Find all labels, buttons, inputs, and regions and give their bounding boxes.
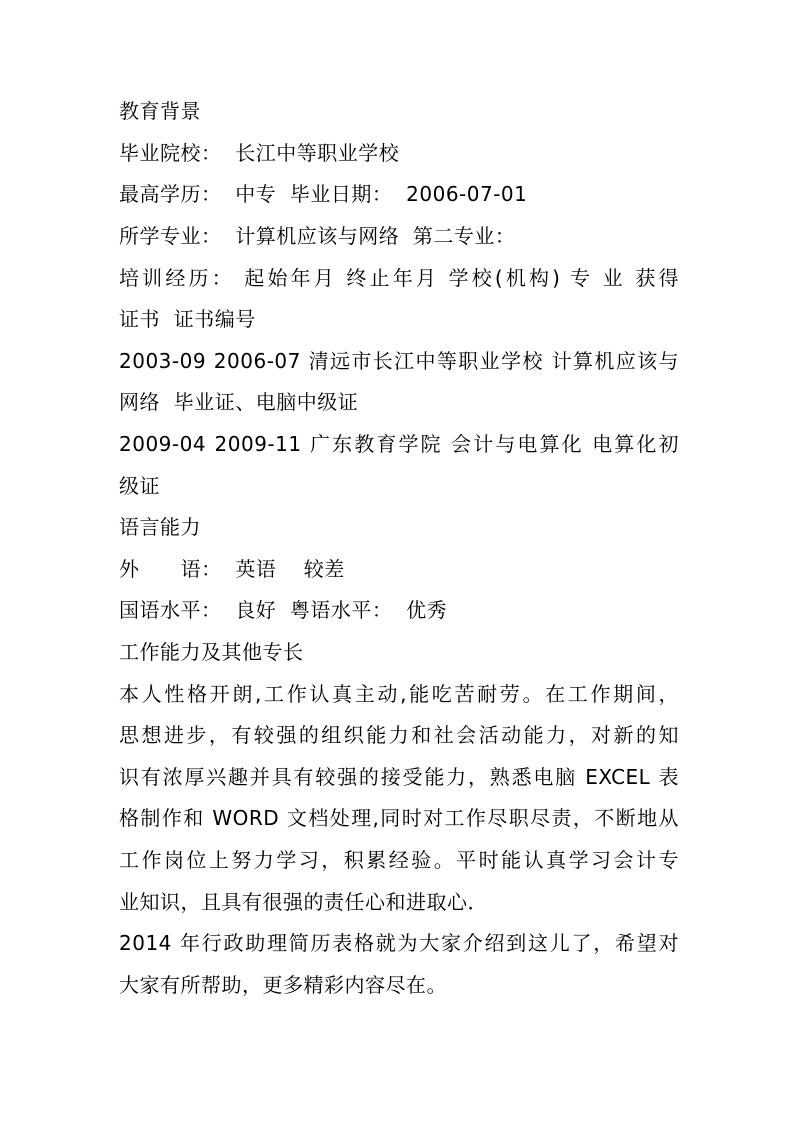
skills-paragraph-line-2: 思想进步，有较强的组织能力和社会活动能力，对新的知 [119, 723, 679, 747]
skills-paragraph-line-5: 工作岗位上努力学习，积累经验。平时能认真学习会计专 [119, 848, 679, 872]
section-heading-education: 教育背景 [119, 99, 201, 123]
training-record-2-cont: 级证 [119, 474, 160, 498]
skills-paragraph-line-4: 格制作和 WORD 文档处理,同时对工作尽职尽责，不断地从 [119, 806, 679, 830]
training-record-2: 2009-04 2009-11 广东教育学院 会计与电算化 电算化初 [119, 432, 679, 456]
training-header-line: 培训经历： 起始年月 终止年月 学校(机构) 专 业 获得 [119, 266, 679, 290]
training-header-line-cont: 证书 证书编号 [119, 307, 256, 331]
training-record-1: 2003-09 2006-07 清远市长江中等职业学校 计算机应该与 [119, 349, 679, 373]
foreign-language-line: 外 语： 英语 较差 [119, 557, 345, 581]
skills-paragraph-line-6: 业知识，且具有很强的责任心和进取心． [119, 890, 488, 914]
section-heading-skills: 工作能力及其他专长 [119, 640, 304, 664]
skills-paragraph-line-3: 识有浓厚兴趣并具有较强的接受能力，熟悉电脑 EXCEL 表 [119, 765, 679, 789]
mandarin-cantonese-line: 国语水平： 良好 粤语水平： 优秀 [119, 598, 448, 622]
major-line: 所学专业： 计算机应该与网络 第二专业： [119, 224, 516, 248]
skills-paragraph-line-1: 本人性格开朗,工作认真主动,能吃苦耐劳。在工作期间， [119, 682, 679, 706]
training-record-1-cont: 网络 毕业证、电脑中级证 [119, 390, 359, 414]
closing-paragraph-line-1: 2014 年行政助理简历表格就为大家介绍到这儿了，希望对 [119, 931, 679, 955]
closing-paragraph-line-2: 大家有所帮助，更多精彩内容尽在。 [119, 973, 447, 997]
section-heading-language: 语言能力 [119, 515, 201, 539]
highest-degree-line: 最高学历： 中专 毕业日期： 2006-07-01 [119, 182, 528, 206]
graduate-school-line: 毕业院校： 长江中等职业学校 [119, 141, 400, 165]
